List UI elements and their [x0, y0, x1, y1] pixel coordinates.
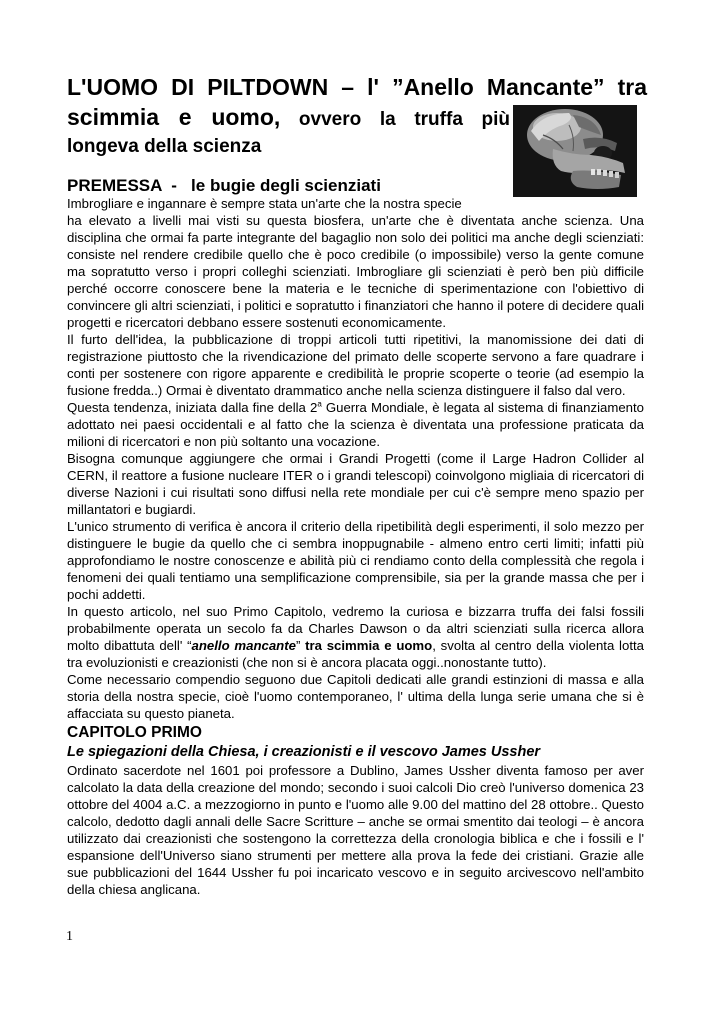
intro-first-line: Imbrogliare e ingannare è sempre stata un'arte che la nostra specie [67, 196, 462, 211]
section-heading-premessa: PREMESSA - le bugie degli scienziati [67, 176, 381, 195]
title-line-2 [67, 101, 510, 133]
emphasis-scimmia-uomo: tra scimmia e uomo [305, 638, 433, 653]
chapter-heading: CAPITOLO PRIMO [67, 724, 202, 741]
skull-photo [513, 105, 637, 197]
title-line-2-main: scimmia e uomo, [67, 104, 281, 130]
paragraph-text: Questa tendenza, iniziata dalla fine della 2 [67, 400, 318, 415]
paragraph [67, 399, 644, 450]
skull-icon [513, 105, 637, 197]
paragraph-text: , svolta al centro della violenta lotta tra evoluzionisti e creazionisti (che non si è ancora placata oggi..nonostante tutto). [67, 638, 644, 670]
title-line-2-rest: ovvero la truffa più [280, 109, 510, 130]
emphasis-anello-mancante: anello mancante [191, 638, 296, 653]
paragraph: Bisogna comunque aggiungere che ormai i Grandi Progetti (come il Large Hadron Collider al CERN, il reattore a fusione nucleare ITER o i grandi telescopi) coinvolgono migliaia di ricercatori di diverse Nazioni i cui risultati sono diffusi nella rete mondiale per cui c'è sempre meno spazio per millantatori e bugiardi. [67, 451, 644, 517]
title-line-1: L'UOMO DI PILTDOWN – l' ”Anello Mancante” tra [67, 74, 647, 100]
ordinal-superscript: a [317, 399, 322, 409]
article-body [67, 212, 644, 898]
paragraph: Ordinato sacerdote nel 1601 poi professore a Dublino, James Ussher diventa famoso per aver calcolato la data della creazione del mondo; secondo i suoi calcoli Dio creò l'universo domenica 23 ottobre del 4004 a.C. a mezzogiorno in punto e l'uomo alle 9.00 del mattino del 28 ottobre.. Questo calcolo, dedotto dagli annali delle Sacre Scritture – anche se ormai smentito dai teologi – è ancora utilizzato dai creazionisti che sostengono la correttezza della cronologia biblica e che i fossili e l' espansione dell'Universo siano strumenti per mettere alla prova la fede dei cristiani. Grazie alle sue pubblicazioni del 1644 Ussher fu poi incaricato vescovo e in seguito arcivescovo nell'ambito della chiesa anglicana. [67, 763, 644, 897]
paragraph: ha elevato a livelli mai visti su questa biosfera, un'arte che è diventata anche scienza. Una disciplina che ormai fa parte integrante del bagaglio non solo dei politici ma anche degli scienziati: consiste nel rendere credibile quello che è poco credibile (o impossibile) verso la gente comune ma sopratutto verso i propri colleghi scienziati. Imbrogliare gli scienziati è però ben più difficile perché occorre conoscere bene la materia e le tecniche di sperimentazione con l'obiettivo di convincere gli altri scienziati, i politici e sopratutto i finanziatori che hanno il potere di decidere quali progetti e ricercatori debbano essere sostenuti economicamente. [67, 213, 644, 330]
paragraph [67, 603, 644, 671]
chapter-subheading: Le spiegazioni della Chiesa, i creazionisti e il vescovo James Ussher [67, 744, 541, 760]
paragraph-text: In questo articolo, nel suo Primo Capitolo, vedremo la curiosa e bizzarra truffa dei falsi fossili probabilmente operata un secolo fa da Charles Dawson o da altri scienziati sulla ricerca allora molto dibattuta dell' “ [67, 604, 644, 653]
paragraph: L'unico strumento di verifica è ancora il criterio della ripetibilità degli esperimenti, il solo mezzo per distinguere le bugie da quello che ci sembra inoppugnabile - almeno entro certi limiti; infatti più approfondiamo le nostre conoscenze e abilità più ci rendiamo conto della complessità che regola i fenomeni dei quali tentiamo una semplificazione comprensibile, sia per la grande massa che per i pochi addetti. [67, 519, 644, 602]
paragraph: Come necessario compendio seguono due Capitoli dedicati alle grandi estinzioni di massa e alla storia della nostra specie, cioè l'uomo contemporaneo, l' ultima della lunga serie umana che si è affacciata su questo pianeta. [67, 672, 644, 721]
paragraph: Il furto dell'idea, la pubblicazione di troppi articoli tutti ripetitivi, la manomissione dei dati di registrazione piuttosto che la rivendicazione del primato delle scoperte servono a fare quadrare i conti per sostenere con rigore apparente e credibilità le proprie scoperte o teorie (ad esempio la fusione fredda..) Ormai è diventato drammatico anche nella scienza distinguere il falso dal vero. [67, 332, 644, 398]
page-number: 1 [66, 929, 73, 944]
title-line-3: longeva della scienza [67, 136, 262, 157]
paragraph-text: Guerra Mondiale, è legata al sistema di finanziamento adottato nei paesi occidentali e al fatto che la scienza è diventata una professione praticata da milioni di ricercatori e non più soltanto una vocazione. [67, 400, 644, 449]
paragraph-text: ” [295, 638, 306, 653]
